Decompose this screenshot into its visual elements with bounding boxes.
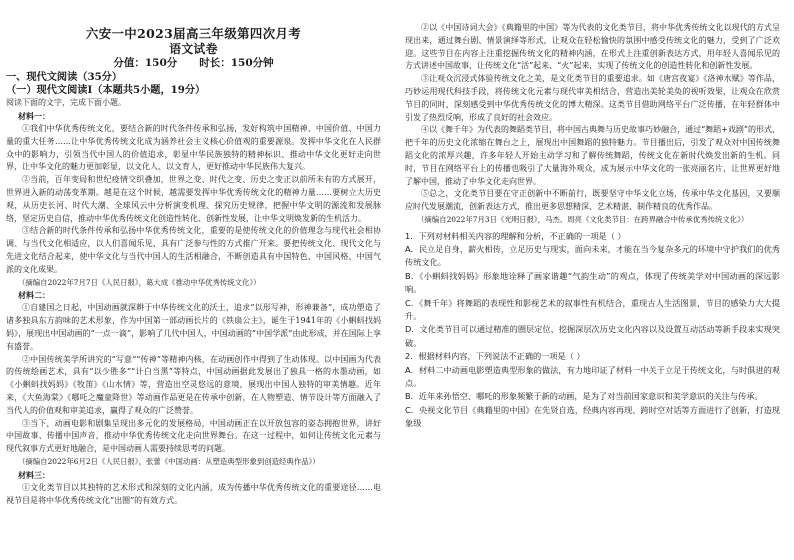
question-1-option-a: A．民立足自身，薪火相传，立足历史与现实，面向未来，才能在当今复杂多元的环境中守护我们的优秀传统文化。	[405, 243, 780, 268]
material-2-source: （摘编自2022年6月2日《人民日报》，张蕾《中国动画：从塑造典型形象到创造经典作品》）	[18, 456, 320, 466]
material-2-label: 材料二：	[18, 290, 50, 301]
exam-score: 分值：150分	[113, 57, 178, 69]
material-2-paragraph: ②中国传统美学所讲究的“写意”“传神”等精神内核，在动画创作中得到了生动体现。以中国画为代表的传统绘画艺术，具有“以少胜多”“计白当黑”等特点，中国动画据此发展出了独具一格的水墨动画，如《小蝌蚪找妈妈》《牧笛》《山水情》等，营造出空灵悠远的意境，展现出中国人独特的审美情趣。近年来，《大鱼海棠》《哪吒之魔童降世》等动画作品更是在传承中创新，在人物塑造、情节设计等方面融入了当代人的价值观和审美追求，赢得了观众的广泛赞誉。	[6, 354, 381, 415]
question-2-stem: 2．根据材料内容，下列说法不正确的一项是（ ）	[405, 351, 585, 362]
question-1-option-c: C．《舞千年》将舞蹈的表现性和影视艺术的叙事性有机结合，重现古人生活图景，节目的感染力大大提升。	[405, 297, 780, 321]
material-2-paragraph: ①自建国之日起，中国动画就深耕于中华传统文化的沃土，追求“以形写神，形神兼备”，成功塑造了诸多独具东方韵味的艺术形象，作为中国第一部动画长片的《铁扇公主》，诞生于1941年的《小蝌蚪找妈妈》，展现出中国动画的“一点一滴”，影响了几代中国人，中国动画的“中国学派”由此形成，并在国际上享有盛誉。	[6, 303, 381, 351]
exam-header	[6, 26, 381, 70]
material-1-source: （摘编自2022年7月7日《人民日报》，葛大成《推动中华优秀传统文化》）	[18, 277, 261, 287]
section-subheading: （一）现代文阅读Ⅰ（本题共5小题，19分）	[6, 84, 206, 96]
material-3-paragraph: ⑤总之，文化类节目要在守正创新中不断前行，既要坚守中华文化立场，传承中华文化基因，又要顺应时代发展潮流，创新表达方式，推出更多思想精深、艺术精湛、制作精良的优秀作品。	[405, 189, 780, 212]
section-heading: 一、现代文阅读（35分）	[6, 71, 123, 83]
material-3-source: （摘编自2022年7月3日《光明日报》，马杰、周亮《文化类节目：在跨界融合中传承优秀传统文化》）	[417, 214, 749, 224]
material-3-paragraph: ③让观众沉浸式体验传统文化之美，是文化类节目的重要追求。如《唐宫夜宴》《洛神水赋》等作品，巧妙运用现代科技手段，将传统文化元素与现代审美相结合，营造出美轮美奂的视听效果，让观众在欣赏节目的同时，深刻感受到中华优秀传统文化的博大精深。这类节目借助网络平台广泛传播，在年轻群体中引发了热烈反响，形成了良好的社会效应。	[405, 74, 780, 122]
material-1-label: 材料一：	[18, 110, 50, 121]
exam-time: 时长：150分钟	[199, 57, 274, 69]
material-3-paragraph: ②以《中国诗词大会》《典籍里的中国》等为代表的文化类节目，将中华优秀传统文化以现代的方式呈现出来，通过舞台剧、情景演绎等形式，让观众在轻松愉快的氛围中感受传统文化的魅力，受到了广泛欢迎。这些节目在内容上注重挖掘传统文化的精神内涵，在形式上注重创新表达方式，用年轻人喜闻乐见的方式讲述中国故事，让传统文化“活”起来、“火”起来，实现了传统文化的创造性转化和创新性发展。	[405, 23, 780, 71]
exam-title: 六安一中2023届高三年级第四次月考	[85, 26, 302, 41]
material-1-paragraph: ①我们中华优秀传统文化，要结合新的时代条件传承和弘扬，发好构筑中国精神、中国价值、中国力量的重大任务……让中华优秀传统文化成为涵养社会主义核心价值观的重要源泉。发挥中华文化在人民群众中的影响力，引领当代中国人的价值追求，彰显中华民族独特的精神标识、推动中华文化更好走向世界，让中华文化的魅力更加彰显，以文化人、以文育人，更好推动中华民族伟大复兴。	[6, 124, 381, 172]
material-2-paragraph: ③当下，动画电影和剧集呈现出多元化的发展格局，中国动画正在以开放包容的姿态拥抱世界，讲好中国故事、传播中国声音，推动中华优秀传统文化走向世界舞台。在这一过程中，如何让传统文化元素与现代叙事方式更好地融合，是中国动画人需要持续思考的问题。	[6, 418, 381, 454]
left-column	[6, 0, 381, 560]
material-3-paragraph: ①文化类节目以其独特的艺术形式和深刻的文化内涵，成为传播中华优秀传统文化的重要途径……电视节目是将中华优秀传统文化“出圈”的有效方式。	[6, 482, 381, 505]
question-1-option-d: D．文化类节目可以通过精准的圈层定位、挖掘深层次历史文化内容以及设置互动活动等新手段来实现突破。	[405, 324, 780, 348]
exam-meta	[6, 56, 381, 70]
material-3-paragraph: ④以《舞千年》为代表的舞蹈类节目，将中国古典舞与历史故事巧妙融合，通过“舞蹈+戏剧”的形式，把千年的历史文化浓缩在舞台之上，展现出中国舞蹈的独特魅力。节目播出后，引发了观众对中国传统舞蹈文化的浓厚兴趣，许多年轻人开始主动学习和了解传统舞蹈，传统文化在新时代焕发出新的生机。同时，节目在网络平台上的传播也吸引了大量海外观众，成为展示中华文化的一张亮丽名片，让世界更好地了解中国，推动了中华文化走向世界。	[405, 125, 780, 186]
material-3-label: 材料三：	[18, 469, 50, 480]
right-column	[405, 0, 780, 560]
material-1-paragraph: ③结合新的时代条件传承和弘扬中华优秀传统文化，重要的是使传统文化的价值理念与现代社会相协调、与当代文化相适应，以人们喜闻乐见、具有广泛参与性的方式推广开来。要把传统文化、现代文化与先进文化结合起来，使中华文化与当代中国人的生活相融合，不断创造具有中国特色、中国风格、中国气派的文化成果。	[6, 226, 381, 274]
question-1-stem: 1．下列对材料相关内容的理解和分析，不正确的一项是（ ）	[405, 230, 626, 241]
reading-instruction: 阅读下面的文字，完成下面小题。	[6, 98, 126, 107]
question-2-option-b: B．近年来孙悟空、哪吒的形象频繁于新的动画，是为了对当前国家意识和美学意识的关注与传承。	[405, 391, 763, 402]
question-1-option-b: B．《小蝌蚪找妈妈》形象地诠释了画家谐趣“气韵生动”的观点，体现了传统美学对中国动画的深远影响。	[405, 270, 780, 295]
question-2-option-c: C．央视文化节目《典籍里的中国》在先贤自选，经典内容再现、跨时空对话等方面进行了创新，打造现象级	[405, 404, 780, 429]
question-2-option-a: A．材料二中动画电影塑造典型形象的做法，有力地印证了材料一中关于立足于传统文化，与时俱进的观点。	[405, 364, 780, 389]
exam-subtitle: 语文试卷	[169, 42, 218, 56]
material-1-paragraph: ②当前，百年变局和世纪疫情交织叠加，世界之变、时代之变、历史之变正以前所未有的方式展开，世界进入新的动荡变革期。越是在这个时候，越需要发挥中华优秀传统文化的精神力量……要树立大历史观，从历史长河、时代大潮、全球风云中分析演变机理、探究历史规律，把握中华文明的源流和发展脉络，坚定历史自信，推动中华优秀传统文化创造性转化、创新性发展，让中华文明焕发新的生机活力。	[6, 175, 381, 223]
